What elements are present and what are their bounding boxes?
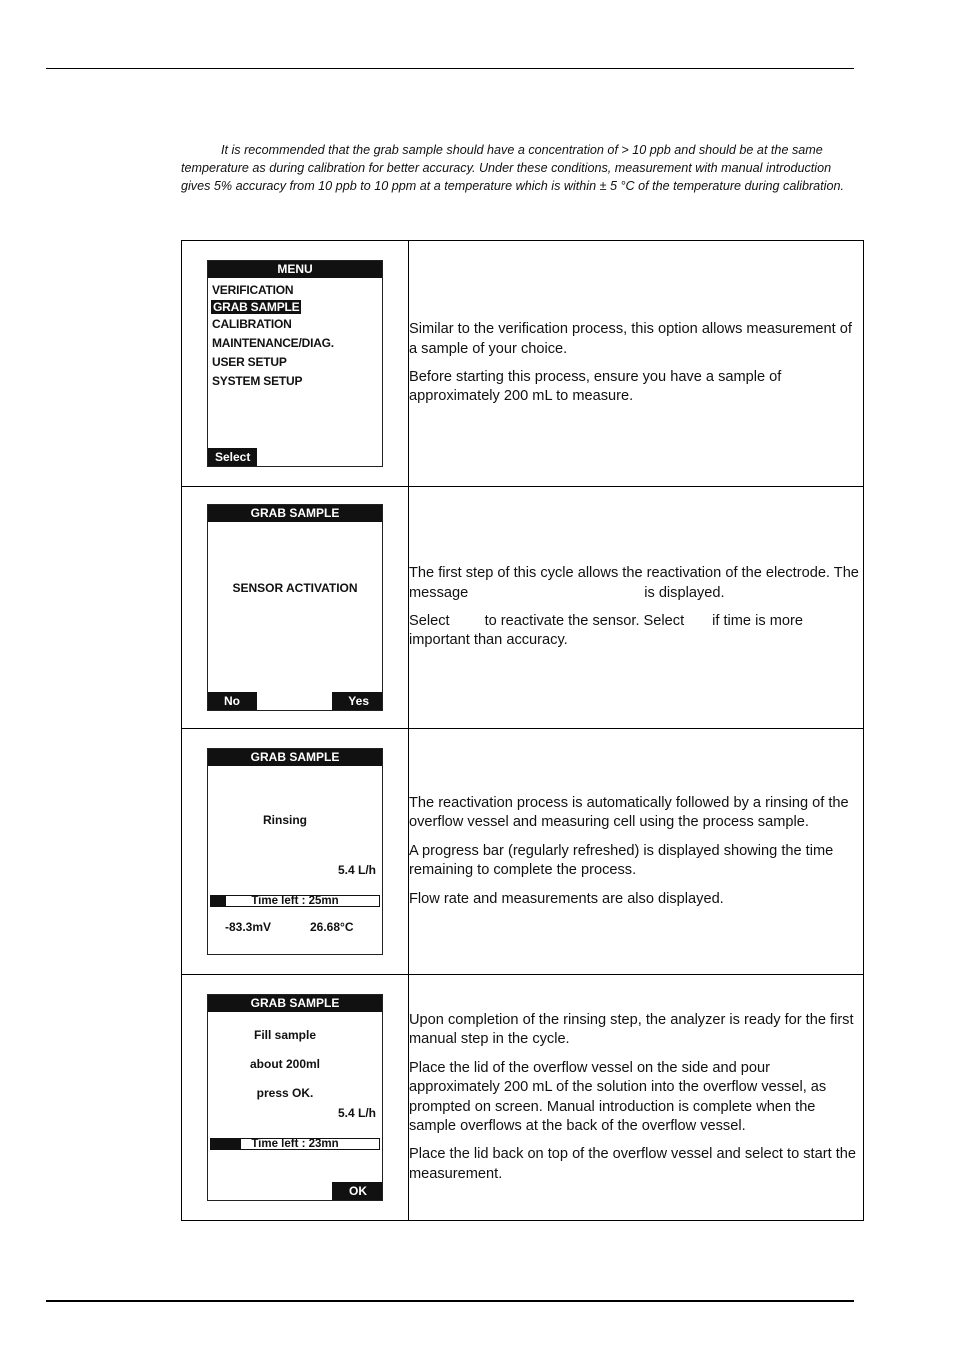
text-fragment: to reactivate the sensor. Select [484,613,685,629]
no-softkey[interactable]: No [208,692,257,710]
menu-item-calibration[interactable]: CALIBRATION [212,317,292,331]
lcd-line: Fill sample [253,1028,317,1042]
footer-rule [46,1300,854,1302]
header-rule [46,68,854,69]
paragraph: Similar to the verification process, this option allows measurement of a sample of your choice. [409,321,852,357]
note-body: It is recommended that the grab sample should have a concentration of > 10 ppb and should be at the same temperature as during calibration for better accuracy. Under these conditions, measurement with manual introduction gives 5% accuracy from 10 ppb to 10 ppm at a temperature which is within ± 5 °C of the temperature during calibration. [181,143,844,193]
procedure-table [181,240,864,1221]
paragraph: The reactivation process is automatically followed by a rinsing of the overflow vessel and measuring cell using the process sample. [409,794,849,831]
text-fragment: if time is more important than accuracy. [409,613,803,649]
lcd-title: GRAB SAMPLE [208,749,382,766]
paragraph [409,612,863,651]
lcd-screen-activation [207,504,383,711]
lcd-title: GRAB SAMPLE [208,505,382,522]
paragraph: A progress bar (regularly refreshed) is displayed showing the time remaining to complete the process. [409,842,834,879]
flow-rate: 5.4 L/h [337,863,376,877]
text-fragment: The first step of this cycle allows the reactivation of the electrode. The message [409,565,859,601]
screen-cell [182,241,409,487]
lcd-message: Rinsing [263,813,307,827]
progress-bar [210,895,380,907]
progress-bar [210,1138,380,1150]
step-row-rinsing [182,729,864,975]
lcd-screen-rinsing [207,748,383,955]
temperature-reading: 26.68°C [310,920,354,934]
time-left: Time left : 23mn [251,1138,339,1150]
description-cell [409,729,864,975]
ok-softkey[interactable]: OK [332,1182,382,1200]
paragraph: Before starting this process, ensure you have a sample of approximately 200 mL to measure. [409,369,782,405]
flow-rate: 5.4 L/h [337,1106,376,1120]
menu-item-system-setup[interactable]: SYSTEM SETUP [212,374,303,388]
screen-cell [182,729,409,975]
lcd-line: about 200ml [249,1057,321,1071]
paragraph: Flow rate and measurements are also displayed. [409,890,724,907]
step-row-sensor-activation [182,487,864,729]
paragraph: Place the lid back on top of the overflow vessel and select to start the measurement. [409,1146,856,1182]
time-left: Time left : 25mn [251,895,339,907]
lcd-screen-fill [207,994,383,1201]
note-text [181,141,863,195]
description-cell [409,975,864,1221]
menu-item-grab-sample[interactable]: GRAB SAMPLE [213,300,300,314]
lcd-screen-menu [207,260,383,467]
description-cell [409,241,864,487]
paragraph: Upon completion of the rinsing step, the analyzer is ready for the first manual step in the cycle. [409,1011,854,1048]
menu-item-verification[interactable]: VERIFICATION [212,283,294,297]
text-fragment: Select [409,613,450,629]
menu-item-user-setup[interactable]: USER SETUP [212,355,287,369]
mv-reading: -83.3mV [225,920,272,934]
lcd-line: press OK. [256,1086,314,1100]
yes-softkey[interactable]: Yes [332,692,382,710]
description-cell [409,487,864,729]
text-fragment: is displayed. [644,584,725,601]
step-row-menu [182,241,864,487]
lcd-title: MENU [208,261,382,278]
screen-cell [182,487,409,729]
select-softkey[interactable]: Select [208,448,257,466]
paragraph: Place the lid of the overflow vessel on the side and pour approximately 200 mL of the solution into the overflow vessel, as prompted on screen. Manual introduction is complete when the sample overflows at the back of the overflow vessel. [409,1059,827,1134]
screen-cell [182,975,409,1221]
lcd-title: GRAB SAMPLE [208,995,382,1012]
lcd-message: SENSOR ACTIVATION [232,581,358,595]
step-row-fill-sample [182,975,864,1221]
menu-item-maintenance[interactable]: MAINTENANCE/DIAG. [212,336,334,350]
paragraph [409,564,863,603]
